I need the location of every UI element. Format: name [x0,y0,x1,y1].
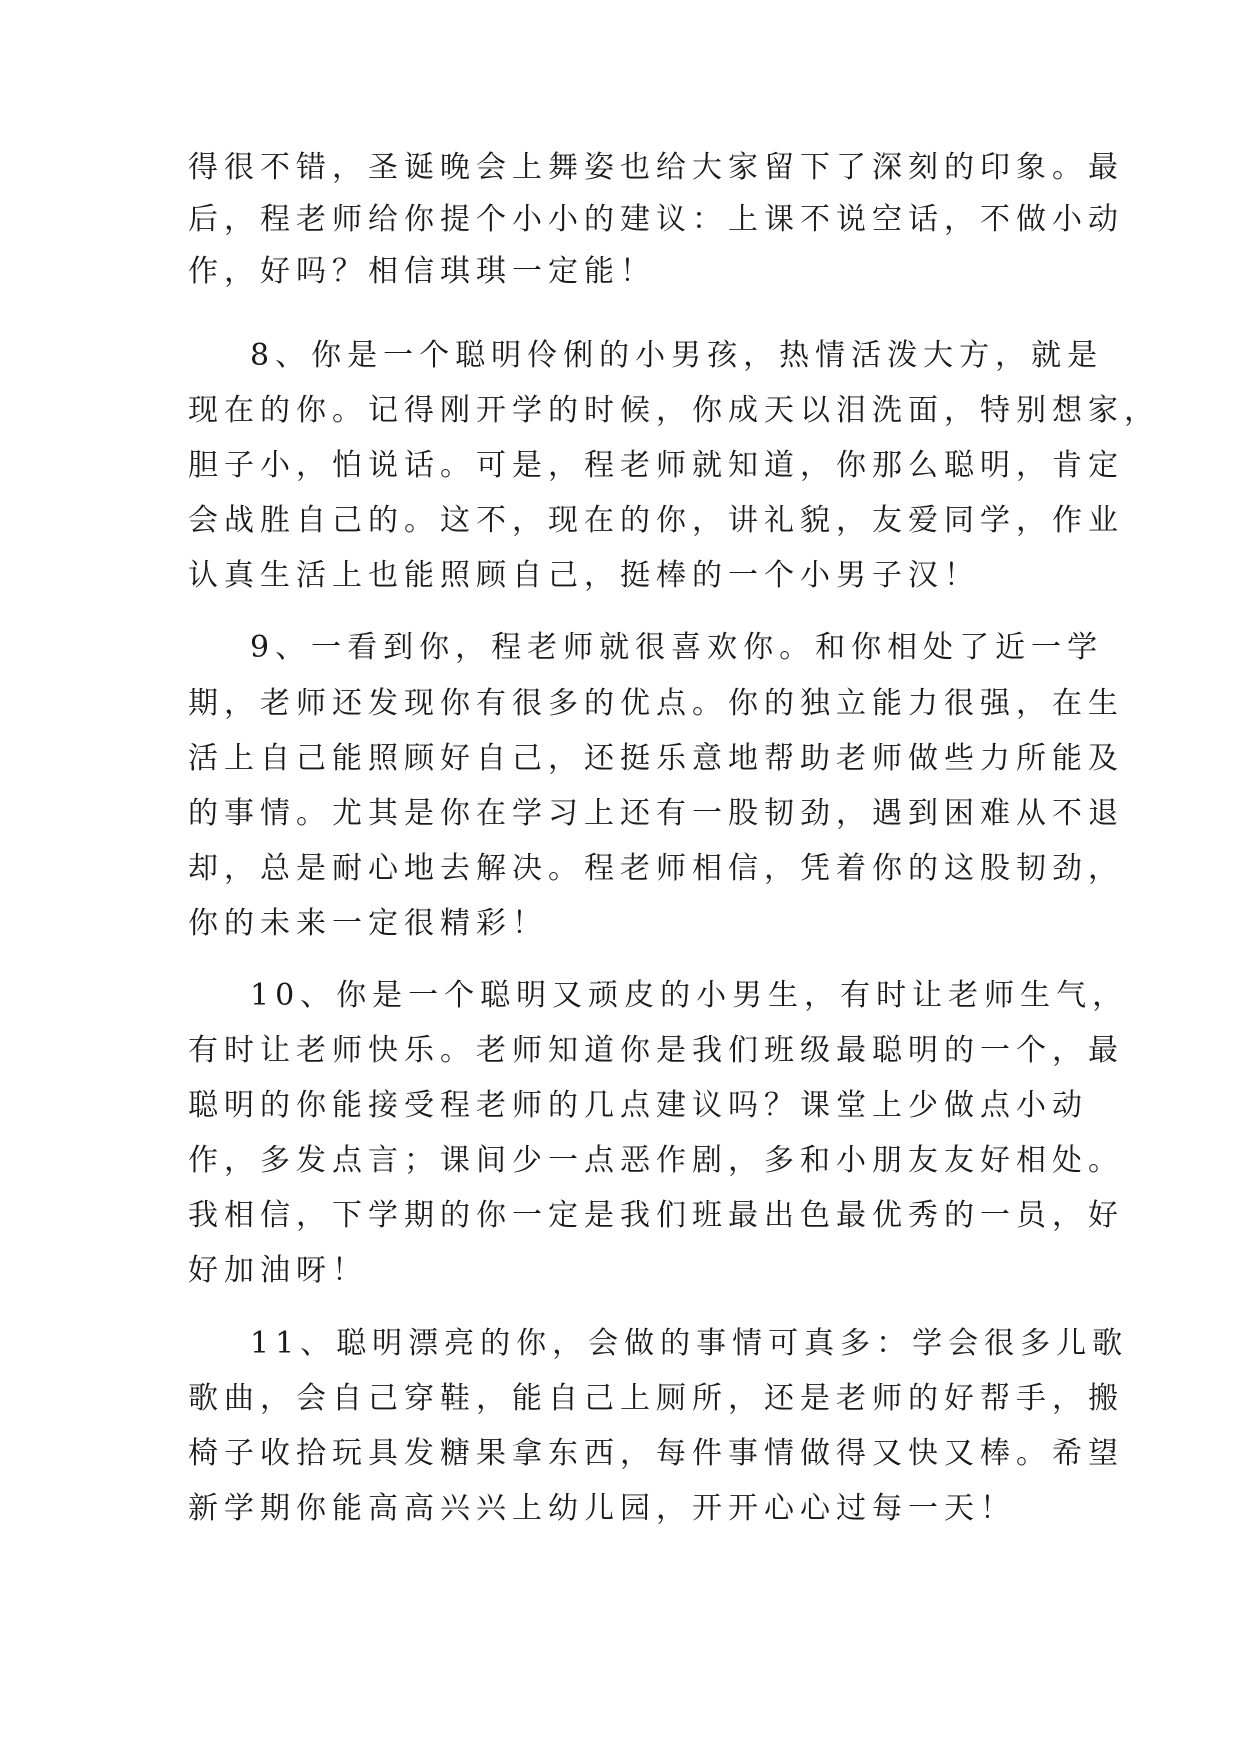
text-line: 期，老师还发现你有很多的优点。你的独立能力很强，在生 [188,686,1124,721]
text-line: 作，好吗？相信琪琪一定能！ [188,254,656,289]
text-line: 得很不错，圣诞晚会上舞姿也给大家留下了深刻的印象。最 [188,150,1124,185]
paragraph-8-first-line: 8、你是一个聪明伶俐的小男孩，热情活泼大方，就是 [250,338,1104,373]
paragraph-9-first-line: 9、一看到你，程老师就很喜欢你。和你相处了近一学 [250,630,1104,665]
text-line: 却，总是耐心地去解决。程老师相信，凭着你的这股韧劲， [188,851,1124,886]
text-line: 作，多发点言；课间少一点恶作剧，多和小朋友友好相处。 [188,1143,1124,1178]
text-line: 现在的你。记得刚开学的时候，你成天以泪洗面，特别想家， [188,393,1160,428]
text-line: 胆子小，怕说话。可是，程老师就知道，你那么聪明，肯定 [188,448,1124,483]
text-line: 椅子收拾玩具发糖果拿东西，每件事情做得又快又棒。希望 [188,1436,1124,1471]
text-line: 认真生活上也能照顾自己，挺棒的一个小男子汉！ [188,558,980,593]
text-line: 有时让老师快乐。老师知道你是我们班级最聪明的一个，最 [188,1033,1124,1068]
text-line: 会战胜自己的。这不，现在的你，讲礼貌，友爱同学，作业 [188,503,1124,538]
text-line: 的事情。尤其是你在学习上还有一股韧劲，遇到困难从不退 [188,796,1124,831]
text-line: 后，程老师给你提个小小的建议：上课不说空话，不做小动 [188,202,1124,237]
text-line: 我相信，下学期的你一定是我们班最出色最优秀的一员，好 [188,1198,1124,1233]
text-line: 你的未来一定很精彩！ [188,906,548,941]
paragraph-11-first-line: 11、聪明漂亮的你，会做的事情可真多：学会很多儿歌 [250,1326,1129,1361]
text-line: 活上自己能照顾好自己，还挺乐意地帮助老师做些力所能及 [188,741,1124,776]
paragraph-10-first-line: 10、你是一个聪明又顽皮的小男生，有时让老师生气， [250,978,1129,1013]
text-line: 歌曲，会自己穿鞋，能自己上厕所，还是老师的好帮手，搬 [188,1381,1124,1416]
text-line: 聪明的你能接受程老师的几点建议吗？课堂上少做点小动 [188,1088,1088,1123]
text-line: 好加油呀！ [188,1253,368,1288]
text-line: 新学期你能高高兴兴上幼儿园，开开心心过每一天！ [188,1491,1016,1526]
